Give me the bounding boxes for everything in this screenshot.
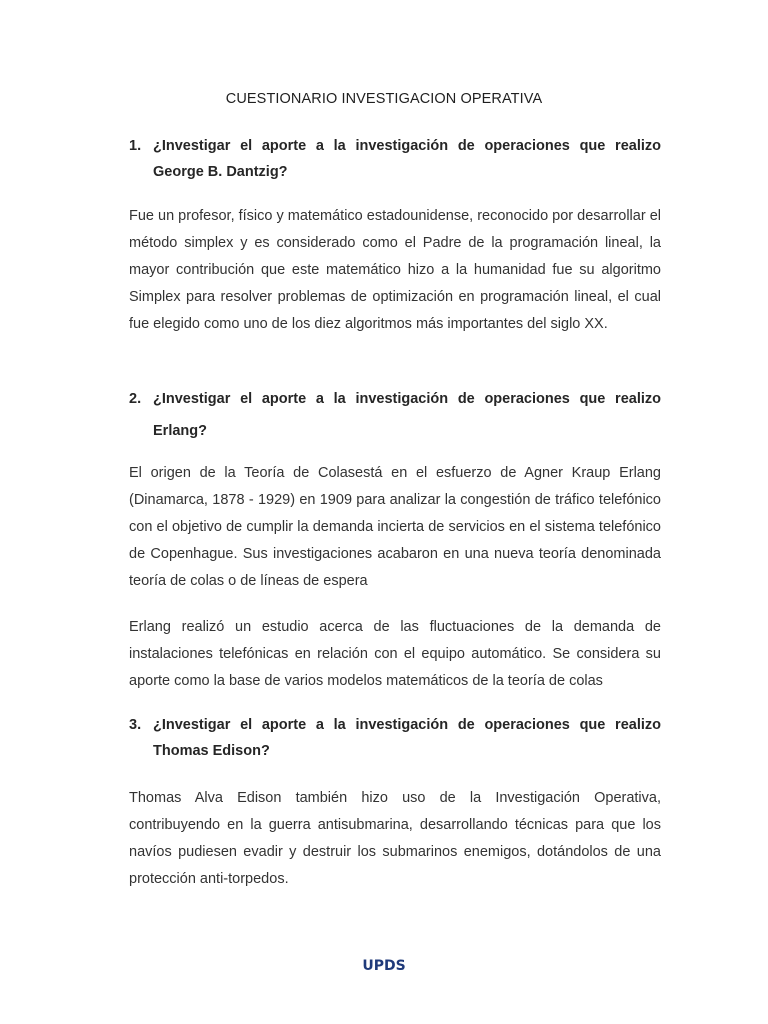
question-text: ¿Investigar el aporte a la investigación de operaciones que realizo George B. Dantzig? [153, 138, 661, 180]
question-text: ¿Investigar el aporte a la investigación de operaciones que realizo Thomas Edison? [153, 717, 661, 759]
question-3 [129, 712, 661, 764]
answer-paragraph-3: Erlang realizó un estudio acerca de las fluctuaciones de la demanda de instalaciones telefónicas en relación con el equipo automático. Se considera su aporte como la base de varios modelos matemáticos de la teoría de colas [129, 619, 661, 689]
answer-paragraph-1: Fue un profesor, físico y matemático estadounidense, reconocido por desarrollar el método simplex y es considerado como el Padre de la programación lineal, la mayor contribución que este matemático hizo a la humanidad fue su algoritmo Simplex para resolver problemas de optimización en programación lineal, el cual fue elegido como uno de los diez algoritmos más importantes del siglo XX. [129, 208, 661, 332]
question-number: 3. [129, 717, 142, 733]
document-title: CUESTIONARIO INVESTIGACION OPERATIVA [225, 91, 543, 107]
question-2 [129, 383, 661, 447]
question-1 [129, 133, 661, 185]
answer-paragraph-4: Thomas Alva Edison también hizo uso de la Investigación Operativa, contribuyendo en la guerra antisubmarina, desarrollando técnicas para que los navíos pudiesen evadir y destruir los submarinos enemigos, dotándolos de una protección anti-torpedos. [129, 790, 661, 887]
footer-label: UPDS [362, 958, 406, 974]
answer-paragraph-2: El origen de la Teoría de Colasestá en el esfuerzo de Agner Kraup Erlang (Dinamarca, 1878 - 1929) en 1909 para analizar la congestión de tráfico telefónico con el objetivo de cumplir la demanda incierta de servicios en el sistema telefónico de Copenhague. Sus investigaciones acabaron en una nueva teoría denominada teoría de colas o de líneas de espera [129, 465, 661, 589]
question-number: 1. [129, 138, 142, 154]
question-text: ¿Investigar el aporte a la investigación de operaciones que realizo Erlang? [153, 391, 661, 439]
question-number: 2. [129, 391, 142, 407]
